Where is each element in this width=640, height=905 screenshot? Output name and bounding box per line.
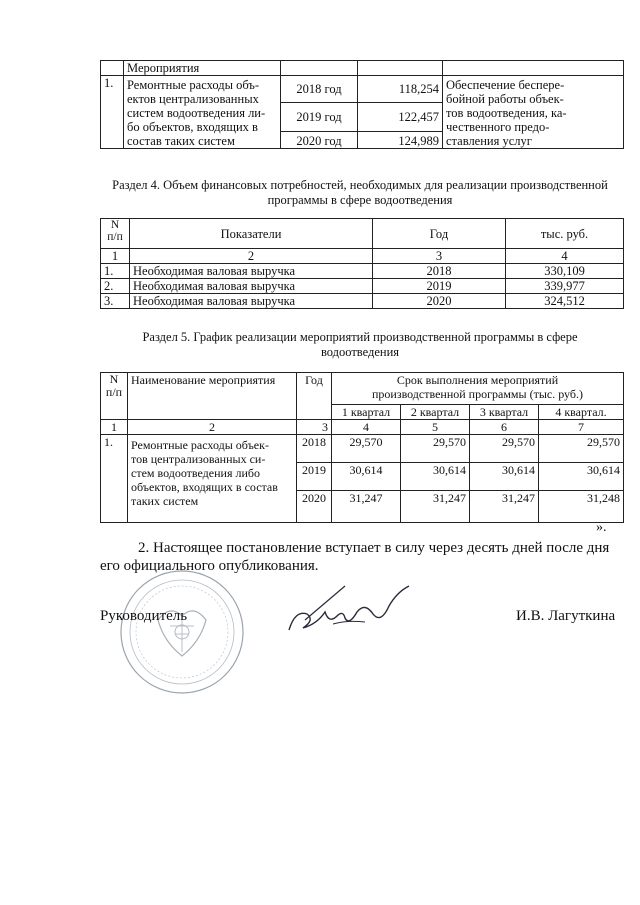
- text-line: тов централизованных си-: [131, 452, 266, 466]
- table-cell: [358, 61, 443, 76]
- year-cell: 2019: [373, 279, 506, 294]
- header-line: производственной программы (тыс. руб.): [371, 387, 584, 401]
- table-header: Мероприятия: [124, 61, 281, 76]
- table-cell: [281, 61, 358, 76]
- quarter-value: 31,247: [470, 491, 539, 523]
- quarter-value: 29,570: [401, 435, 470, 463]
- section5-title: [95, 330, 625, 360]
- column-number: 4: [332, 420, 401, 435]
- row-number: 1.: [101, 435, 128, 523]
- quarter-value: 30,614: [332, 463, 401, 491]
- title-line: Раздел 5. График реализации мероприятий производственной программы в сфере: [142, 330, 578, 344]
- column-number: 5: [401, 420, 470, 435]
- text-line: Ремонтные расходы объ-: [127, 78, 260, 92]
- text-line: Ремонтные расходы объек-: [131, 438, 269, 452]
- year-cell: 2020: [297, 491, 332, 523]
- value-cell: 124,989: [358, 132, 443, 149]
- table-header: [101, 219, 130, 249]
- activity-name: [128, 435, 297, 523]
- table-row: [101, 264, 624, 279]
- quarter-value: 31,247: [401, 491, 470, 523]
- signer-name: И.В. Лагуткина: [516, 608, 616, 624]
- quarter-value: 30,614: [470, 463, 539, 491]
- amount-cell: 324,512: [506, 294, 624, 309]
- row-number: 1.: [101, 264, 130, 279]
- text-line: стем водоотведения либо: [131, 466, 260, 480]
- column-number: 7: [539, 420, 624, 435]
- indicator-cell: Необходимая валовая выручка: [130, 279, 373, 294]
- year-cell: 2018: [297, 435, 332, 463]
- quarter-header: 2 квартал: [401, 405, 470, 420]
- amount-cell: 330,109: [506, 264, 624, 279]
- title-line: Раздел 4. Объем финансовых потребностей, необходимых для реализации производственной: [112, 178, 608, 192]
- table-header: Показатели: [130, 219, 373, 249]
- text-line: бо объектов, входящих в: [127, 120, 258, 134]
- column-number: 4: [506, 249, 624, 264]
- table-row: [101, 294, 624, 309]
- quarter-value: 31,247: [332, 491, 401, 523]
- table-cell: [101, 61, 124, 76]
- text-line: бойной работы объек-: [446, 92, 564, 106]
- signer-title: Руководитель: [100, 608, 188, 624]
- row-number: 2.: [101, 279, 130, 294]
- quarter-value: 29,570: [332, 435, 401, 463]
- header-line: Срок выполнения мероприятий: [396, 373, 559, 387]
- table-row: [101, 435, 624, 463]
- year-cell: 2019 год: [281, 103, 358, 132]
- schedule-table: [100, 372, 624, 523]
- text-line: ставления услуг: [446, 134, 532, 148]
- column-number: 1: [101, 420, 128, 435]
- table-row: [101, 279, 624, 294]
- text-line: объектов, входящих в состав: [131, 480, 278, 494]
- table-header: Наименование мероприятия: [128, 373, 297, 420]
- seal-stamp: [118, 568, 246, 696]
- column-number: 3: [297, 420, 332, 435]
- year-cell: 2020 год: [281, 132, 358, 149]
- column-number: 2: [130, 249, 373, 264]
- year-cell: 2019: [297, 463, 332, 491]
- table-header: [332, 373, 624, 405]
- section4-title: [95, 178, 625, 208]
- year-cell: 2018 год: [281, 76, 358, 103]
- column-number: 6: [470, 420, 539, 435]
- quarter-value: 29,570: [539, 435, 624, 463]
- year-cell: 2020: [373, 294, 506, 309]
- row-number: 3.: [101, 294, 130, 309]
- quarter-value: 31,248: [539, 491, 624, 523]
- header-line: N: [109, 372, 119, 386]
- value-cell: 122,457: [358, 103, 443, 132]
- title-line: водоотведения: [320, 345, 400, 359]
- effect-cell: [443, 76, 624, 149]
- text-line: Обеспечение беспере-: [446, 78, 565, 92]
- quarter-value: 29,570: [470, 435, 539, 463]
- table-header: Год: [297, 373, 332, 420]
- table-header: [101, 373, 128, 420]
- text-line: состав таких систем: [127, 134, 235, 148]
- amount-cell: 339,977: [506, 279, 624, 294]
- indicator-cell: Необходимая валовая выручка: [130, 264, 373, 279]
- financial-needs-table: [100, 218, 624, 309]
- activities-table: [100, 60, 624, 149]
- column-number: 1: [101, 249, 130, 264]
- header-line: п/п: [107, 231, 123, 243]
- text-line: систем водоотведения ли-: [127, 106, 266, 120]
- header-line: п/п: [105, 385, 123, 399]
- value-cell: 118,254: [358, 76, 443, 103]
- closing-quote: ».: [596, 520, 607, 535]
- text-line: тов водоотведения, ка-: [446, 106, 567, 120]
- text-line: таких систем: [131, 494, 199, 508]
- year-cell: 2018: [373, 264, 506, 279]
- quarter-header: 1 квартал: [332, 405, 401, 420]
- header-line: N: [110, 219, 120, 231]
- quarter-value: 30,614: [539, 463, 624, 491]
- table-header: Год: [373, 219, 506, 249]
- quarter-value: 30,614: [401, 463, 470, 491]
- text-line: ектов централизованных: [127, 92, 259, 106]
- table-cell: [443, 61, 624, 76]
- handwritten-signature: [285, 580, 415, 640]
- table-header: тыс. руб.: [506, 219, 624, 249]
- quarter-header: 3 квартал: [470, 405, 539, 420]
- activity-name: [124, 76, 281, 149]
- row-number: 1.: [101, 76, 124, 149]
- quarter-header: 4 квартал.: [539, 405, 624, 420]
- paragraph-line: 2. Настоящее постановление вступает в силу через десять дней после дня: [138, 540, 610, 556]
- title-line: программы в сфере водоотведения: [267, 193, 453, 207]
- column-number: 3: [373, 249, 506, 264]
- text-line: чественного предо-: [446, 120, 550, 134]
- indicator-cell: Необходимая валовая выручка: [130, 294, 373, 309]
- column-number: 2: [128, 420, 297, 435]
- paragraph-line: его официального опубликования.: [100, 558, 319, 574]
